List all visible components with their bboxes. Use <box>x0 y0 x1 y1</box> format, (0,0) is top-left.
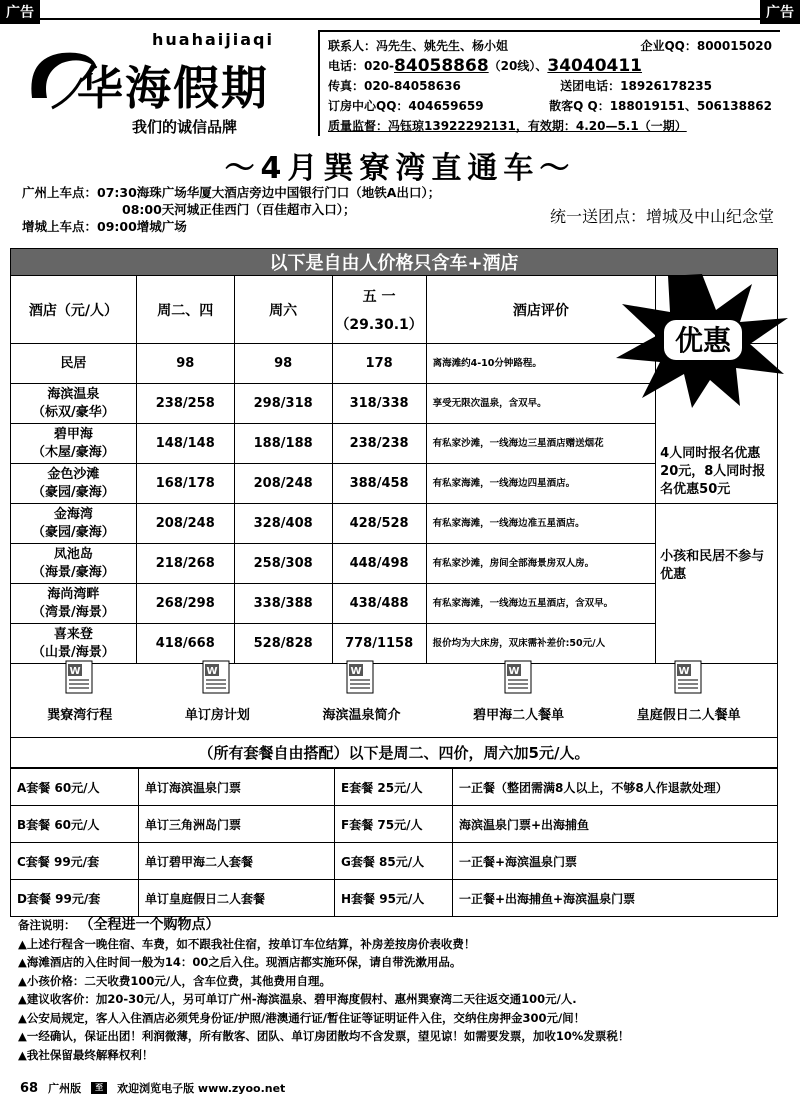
package-label: B套餐 60元/人 <box>11 806 139 843</box>
company-qq: 企业QQ：800015020 <box>640 39 772 53</box>
price-may-day: 438/488 <box>332 584 426 624</box>
welcome-link[interactable]: 欢迎浏览电子版 www.zyoo.net <box>117 1082 286 1095</box>
package-row <box>11 769 778 806</box>
price-sat: 338/388 <box>234 584 332 624</box>
hotel-name-main: 喜来登 <box>53 626 93 642</box>
note-item: ▲海滩酒店的入住时间一般为14：00之后入住。现酒店都实施环保，请自带洗漱用品。 <box>18 955 462 969</box>
pickup-line-3: 增城上车点：09:00增城广场 <box>22 219 187 234</box>
hotel-eval: 离海滩约4-10分钟路程。 <box>426 344 656 384</box>
word-doc-icon <box>504 660 534 694</box>
delivery-phone: 送团电话：18926178235 <box>560 79 712 93</box>
package-desc: 单订三角洲岛门票 <box>139 806 335 843</box>
hotel-name <box>11 504 137 544</box>
price-sat: 328/408 <box>234 504 332 544</box>
svg-text:W: W <box>508 666 520 677</box>
hotel-room-type: （海景/豪海） <box>32 564 115 580</box>
package-row <box>11 880 778 917</box>
price-sat: 208/248 <box>234 464 332 504</box>
price-may-day: 388/458 <box>332 464 426 504</box>
package-table <box>10 768 778 917</box>
hotel-name <box>11 424 137 464</box>
doc-bijiahai-menu[interactable] <box>473 660 564 723</box>
price-sat: 258/308 <box>234 544 332 584</box>
price-tue-thu: 148/148 <box>136 424 234 464</box>
hotel-name-main: 金海湾 <box>53 506 93 522</box>
notes-heading-shopping: （全程进一个购物点） <box>79 917 220 933</box>
doc-label: 碧甲海二人餐单 <box>473 708 565 723</box>
header-may-day <box>332 276 426 344</box>
price-sat: 98 <box>234 344 332 384</box>
price-sat: 528/828 <box>234 624 332 664</box>
hotel-name-main: 海尚湾畔 <box>47 586 100 602</box>
package-row <box>11 806 778 843</box>
hotel-room-type: （豪园/豪海） <box>32 524 115 540</box>
page-number: 68 <box>20 1080 39 1096</box>
phone-lines: （20线）、 <box>488 59 548 73</box>
company-logo <box>22 24 312 139</box>
hotel-name <box>11 584 137 624</box>
hotel-name <box>11 464 137 504</box>
hotel-room-type: （湾景/海景） <box>32 604 115 620</box>
note-item: ▲小孩价格：二天收费100元/人，含车位费，其他费用自理。 <box>18 973 332 988</box>
publisher-badge-icon: 至 <box>91 1082 107 1094</box>
note-item: ▲公安局规定，客人入住酒店必须凭身份证/护照/港澳通行证/暂住证等证明证件入住，交纳住房押金300元/间！ <box>18 1010 586 1025</box>
package-label: E套餐 25元/人 <box>335 769 453 806</box>
phone-prefix: 电话：020- <box>328 59 395 73</box>
contact-box <box>318 30 780 136</box>
hotel-name-main: 碧甲海 <box>53 426 93 442</box>
note-item: ▲一经确认，保证出团！利润微薄，所有散客、团队、单订房团散均不含发票，望见谅！如需要发票，加收10%发票税！ <box>18 1029 630 1043</box>
svg-text:W: W <box>350 666 362 677</box>
doc-label: 单订房计划 <box>184 708 250 723</box>
price-tue-thu: 418/668 <box>136 624 234 664</box>
promo-starburst <box>612 270 792 410</box>
hotel-room-type: （标双/豪华） <box>32 404 115 420</box>
ad-label-right: 广告 <box>760 0 800 24</box>
price-may-day: 778/1158 <box>332 624 426 664</box>
word-doc-icon <box>202 660 232 694</box>
package-desc: 一正餐+海滨温泉门票 <box>453 843 778 880</box>
hotel-name <box>11 384 137 424</box>
quality-supervision: 质量监督：冯钰琼13922292131，有效期：4.20—5.1（一期） <box>328 119 687 133</box>
header-may-day-label: 五 一 <box>362 288 396 305</box>
hotel-name <box>11 544 137 584</box>
pickup-line-2: 08:00天河城正佳西门（百佳超市入口）； <box>122 202 356 217</box>
price-tue-thu: 238/258 <box>136 384 234 424</box>
hotel-eval: 有私家海滩，一线海边四星酒店。 <box>426 464 656 504</box>
doc-label: 海滨温泉简介 <box>322 708 401 723</box>
word-doc-icon <box>346 660 376 694</box>
hotel-eval: 有私家海滩，一线海边五星酒店，含双早。 <box>426 584 656 624</box>
package-row <box>11 843 778 880</box>
package-desc: 单订海滨温泉门票 <box>139 769 335 806</box>
price-tue-thu: 98 <box>136 344 234 384</box>
word-doc-icon <box>674 660 704 694</box>
doc-hotspring-intro[interactable] <box>322 660 400 723</box>
package-label: F套餐 75元/人 <box>335 806 453 843</box>
logo-chinese: 华海假期 <box>77 61 269 115</box>
header-sat: 周六 <box>234 276 332 344</box>
price-banner: 以下是自由人价格只含车+酒店 <box>11 249 778 276</box>
price-tue-thu: 268/298 <box>136 584 234 624</box>
package-label: G套餐 85元/人 <box>335 843 453 880</box>
phone-main: 84058868 <box>394 56 489 76</box>
package-label: H套餐 95元/人 <box>335 880 453 917</box>
edition-label: 广州版 <box>48 1082 82 1095</box>
package-desc: 单订碧甲海二人套餐 <box>139 843 335 880</box>
hotel-eval: 报价均为大床房，双床需补差价:50元/人 <box>426 624 656 664</box>
hotel-name-main: 金色沙滩 <box>47 466 100 482</box>
hotel-name-main: 海滨温泉 <box>47 386 100 402</box>
package-label: D套餐 99元/套 <box>11 880 139 917</box>
ad-label-left: 广告 <box>0 0 40 24</box>
pickup-info <box>22 184 440 235</box>
phone-alt: 34040411 <box>547 56 643 76</box>
document-links <box>10 652 778 738</box>
package-desc: 一正餐（整团需满8人以上，不够8人作退款处理） <box>453 769 778 806</box>
hotel-eval: 享受无限次温泉，含双早。 <box>426 384 656 424</box>
notes-heading: 备注说明： <box>18 918 76 932</box>
fax: 传真：020-84058636 <box>328 79 461 93</box>
hotel-room-type: （豪园/豪海） <box>32 484 115 500</box>
logo-english: huahaijiaqi <box>152 30 274 49</box>
price-may-day: 318/338 <box>332 384 426 424</box>
price-sat: 188/188 <box>234 424 332 464</box>
header-eval: 酒店评价 <box>426 276 656 344</box>
note-item: ▲上述行程含一晚住宿、车费，如不跟我社住宿，按单订车位结算，补房差按房价表收费！ <box>18 936 476 951</box>
price-may-day: 448/498 <box>332 544 426 584</box>
svg-text:W: W <box>678 666 690 677</box>
price-tue-thu: 168/178 <box>136 464 234 504</box>
unified-dropoff: 统一送团点：增城及中山纪念堂 <box>549 207 774 226</box>
booking-qq: 订房中心QQ：404659659 <box>328 99 484 113</box>
package-desc: 单订皇庭假日二人套餐 <box>139 880 335 917</box>
side-note-exclusion <box>656 504 778 664</box>
package-label: C套餐 99元/套 <box>11 843 139 880</box>
doc-itinerary[interactable] <box>47 660 112 723</box>
hotel-name-main: 凤池岛 <box>53 546 93 562</box>
price-may-day: 428/528 <box>332 504 426 544</box>
package-title: （所有套餐自由搭配）以下是周二、四价，周六加5元/人。 <box>10 738 778 768</box>
hotel-room-type: （山景/海景） <box>32 644 115 660</box>
top-divider <box>0 18 800 20</box>
word-doc-icon <box>65 660 95 694</box>
discount-text: 4人同时报名优惠20元，8人同时报名优惠50元 <box>660 446 766 497</box>
page-title: ～4月巽寮湾直通车～ <box>224 151 576 186</box>
exclusion-text: 小孩和民居不参与优惠 <box>660 549 765 582</box>
guest-qq: 散客Q Q：188019151、506138862 <box>549 99 772 113</box>
notes-section <box>18 916 778 1064</box>
promo-label: 优惠 <box>674 324 732 357</box>
header-hotel: 酒店（元/人） <box>11 276 137 344</box>
price-sat: 298/318 <box>234 384 332 424</box>
hotel-name: 民居 <box>11 344 137 384</box>
price-may-day: 178 <box>332 344 426 384</box>
page-footer <box>20 1080 285 1096</box>
price-tue-thu: 208/248 <box>136 504 234 544</box>
package-desc: 海滨温泉门票+出海捕鱼 <box>453 806 778 843</box>
doc-label: 巽寮湾行程 <box>47 708 113 723</box>
svg-text:W: W <box>206 666 218 677</box>
hotel-eval: 有私家沙滩，房间全部海景房双人房。 <box>426 544 656 584</box>
svg-text:W: W <box>69 666 81 677</box>
hotel-eval: 有私家沙滩，一线海边三星酒店赠送烟花 <box>426 424 656 464</box>
package-label: A套餐 60元/人 <box>11 769 139 806</box>
contact-persons: 联系人：冯先生、姚先生、杨小姐 <box>328 39 509 53</box>
price-tue-thu: 218/268 <box>136 544 234 584</box>
package-desc: 一正餐+出海捕鱼+海滨温泉门票 <box>453 880 778 917</box>
note-item: ▲我社保留最终解释权利！ <box>18 1047 154 1062</box>
hotel-eval: 有私家海滩，一线海边准五星酒店。 <box>426 504 656 544</box>
table-row <box>11 504 778 544</box>
doc-label: 皇庭假日二人餐单 <box>636 708 741 723</box>
note-item: ▲建议收客价：加20-30元/人，另可单订广州-海滨温泉、碧甲海度假村、惠州巽寮湾二天往返交通100元/人. <box>18 992 577 1006</box>
doc-room-plan[interactable] <box>185 660 250 723</box>
header-tue-thu: 周二、四 <box>136 276 234 344</box>
logo-slogan: 我们的诚信品牌 <box>132 118 238 136</box>
pickup-line-1: 广州上车点：07:30海珠广场华厦大酒店旁边中国银行门口（地铁A出口）； <box>22 185 441 200</box>
header-may-day-dates: （29.30.1） <box>335 316 423 333</box>
price-may-day: 238/238 <box>332 424 426 464</box>
hotel-room-type: （木屋/豪海） <box>32 444 115 460</box>
notes-heading-row <box>18 916 778 935</box>
doc-royal-menu[interactable] <box>637 660 741 723</box>
